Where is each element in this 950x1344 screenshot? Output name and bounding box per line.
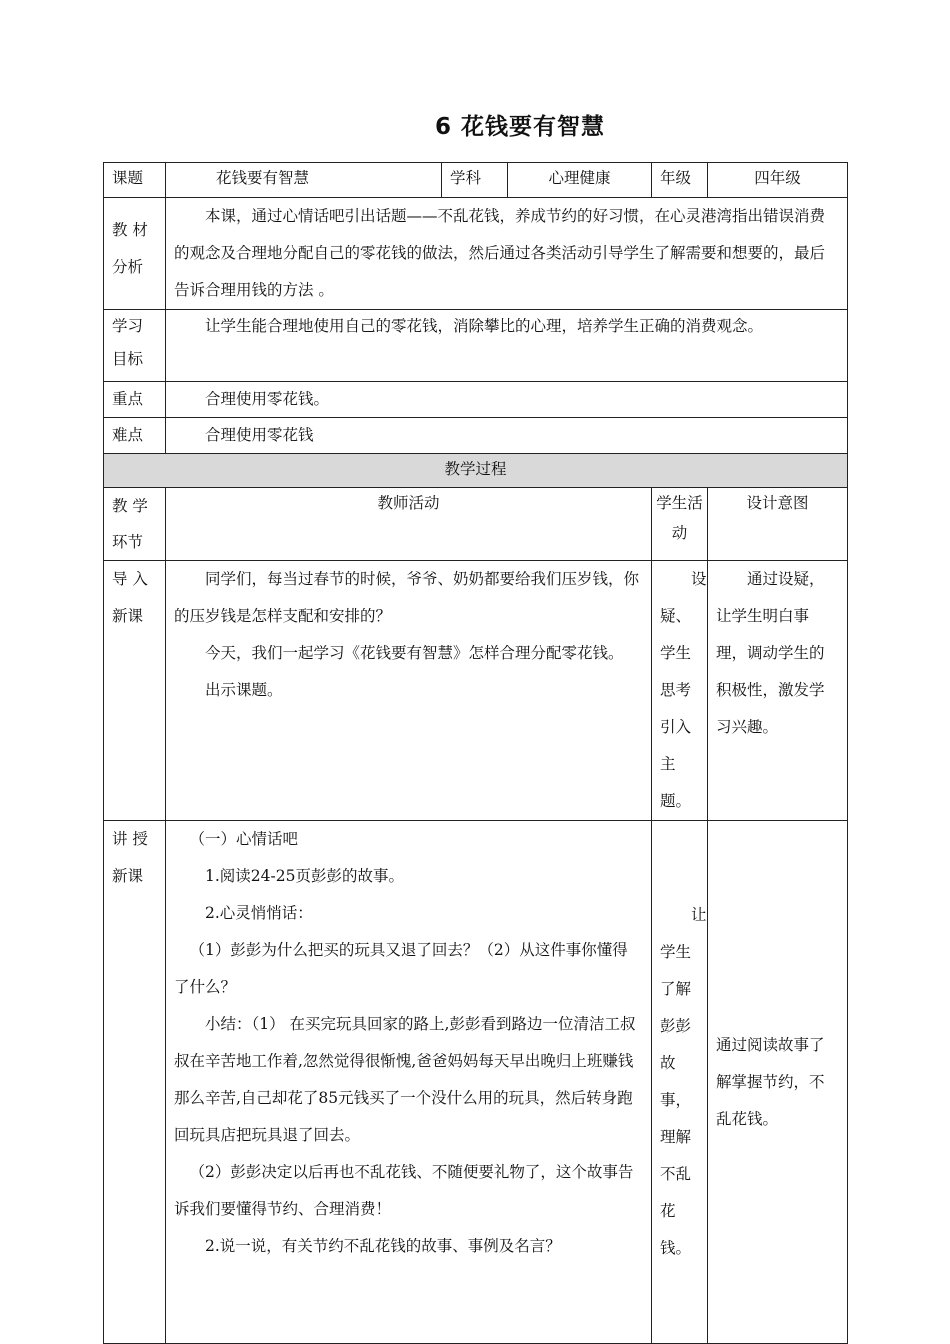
analysis-text: 本课，通过心情话吧引出话题——不乱花钱，养成节约的好习惯，在心灵港湾指出错误消费的观念及合理地分配自己的零花钱的做法，然后通过各类活动引导学生了解需要和想要的，最后告诉合理用钱的方法 。 xyxy=(174,207,826,299)
lecture-teacher-p3: 2.心灵悄悄话： xyxy=(205,904,313,922)
key-point-text: 合理使用零花钱。 xyxy=(205,390,330,408)
lecture-teacher-p7: 2.说一说，有关节约不乱花钱的故事、事例及名言？ xyxy=(205,1237,561,1255)
goal-row xyxy=(104,310,848,382)
process-section-title: 教学过程 xyxy=(104,454,848,488)
lesson-plan-table xyxy=(103,162,848,1344)
analysis-label-line2: 分析 xyxy=(112,258,144,276)
stage-column-header xyxy=(104,488,166,561)
design-column-header: 设计意图 xyxy=(708,488,848,561)
document-title: 6 花钱要有智慧 xyxy=(434,114,605,140)
goal-cell xyxy=(166,310,848,382)
intro-teacher-p1: 同学们，每当过春节的时候，爷爷、奶奶都要给我们压岁钱，你的压岁钱是怎样支配和安排的？ xyxy=(174,570,640,625)
intro-stage-line2: 新课 xyxy=(112,607,144,625)
grade-value: 四年级 xyxy=(708,163,848,198)
lecture-stage-line1: 讲 授 xyxy=(112,830,148,848)
intro-teacher xyxy=(166,561,652,821)
intro-stage-line1: 导 入 xyxy=(112,570,148,588)
intro-row xyxy=(104,561,848,821)
teacher-column-header: 教师活动 xyxy=(166,488,652,561)
stage-header-line1: 教 学 xyxy=(112,497,148,515)
lecture-teacher-p2: 1.阅读24-25页彭彭的故事。 xyxy=(205,867,404,885)
goal-label xyxy=(104,310,166,382)
intro-design-text: 通过设疑，让学生明白事理，调动学生的积极性，激发学习兴趣。 xyxy=(716,570,825,736)
goal-label-line1: 学习 xyxy=(112,317,144,335)
intro-teacher-p3: 出示课题。 xyxy=(205,681,283,699)
goal-label-line2: 目标 xyxy=(112,350,144,368)
lecture-design-text: 通过阅读故事了解掌握节约，不乱花钱。 xyxy=(716,1035,825,1128)
intro-student-text: 设疑、学生思考引入主题。 xyxy=(660,570,707,810)
student-column-header: 学生活动 xyxy=(652,488,708,561)
process-columns-row xyxy=(104,488,848,561)
intro-student xyxy=(652,561,708,821)
lecture-teacher-p4: （1）彭彭为什么把买的玩具又退了回去？（2）从这件事你懂得了什么？ xyxy=(174,941,628,996)
subject-value: 心理健康 xyxy=(508,163,652,198)
info-row xyxy=(104,163,848,198)
difficulty-row xyxy=(104,418,848,454)
subject-label: 学科 xyxy=(442,163,508,198)
difficulty-cell xyxy=(166,418,848,454)
grade-label: 年级 xyxy=(652,163,708,198)
lecture-teacher-p5: 小结：（1） 在买完玩具回家的路上,彭彭看到路边一位清洁工叔叔在辛苦地工作着,忽然觉得很惭愧,爸爸妈妈每天早出晚归上班赚钱那么辛苦,自己却花了85元钱买了一个没什么用的玩具，然后转身跑回玩具店把玩具退了回去。 xyxy=(174,1015,636,1144)
lecture-stage xyxy=(104,821,166,1344)
lecture-student-text: 让学生了解彭彭故事，理解不乱花钱。 xyxy=(660,906,707,1257)
lecture-student xyxy=(652,821,708,1344)
lecture-design xyxy=(708,821,848,1344)
intro-teacher-p2: 今天，我们一起学习《花钱要有智慧》怎样合理分配零花钱。 xyxy=(205,644,624,662)
goal-text: 让学生能合理地使用自己的零花钱，消除攀比的心理，培养学生正确的消费观念。 xyxy=(205,317,764,335)
intro-design xyxy=(708,561,848,821)
analysis-cell xyxy=(166,198,848,310)
topic-value: 花钱要有智慧 xyxy=(166,163,442,198)
key-point-cell xyxy=(166,382,848,418)
key-point-row xyxy=(104,382,848,418)
stage-header-line2: 环节 xyxy=(112,533,144,551)
analysis-row xyxy=(104,198,848,310)
intro-stage xyxy=(104,561,166,821)
analysis-label-line1: 教 材 xyxy=(112,221,148,239)
analysis-label xyxy=(104,198,166,310)
process-header-row xyxy=(104,454,848,488)
key-point-label: 重点 xyxy=(104,382,166,418)
lecture-teacher xyxy=(166,821,652,1344)
lecture-teacher-p1: （一）心情话吧 xyxy=(189,830,299,848)
difficulty-label: 难点 xyxy=(104,418,166,454)
lecture-teacher-p6: （2）彭彭决定以后再也不乱花钱、不随便要礼物了，这个故事告诉我们要懂得节约、合理消费！ xyxy=(174,1163,634,1218)
lecture-row xyxy=(104,821,848,1344)
lecture-stage-line2: 新课 xyxy=(112,867,144,885)
topic-label: 课题 xyxy=(104,163,166,198)
difficulty-text: 合理使用零花钱 xyxy=(205,426,314,444)
